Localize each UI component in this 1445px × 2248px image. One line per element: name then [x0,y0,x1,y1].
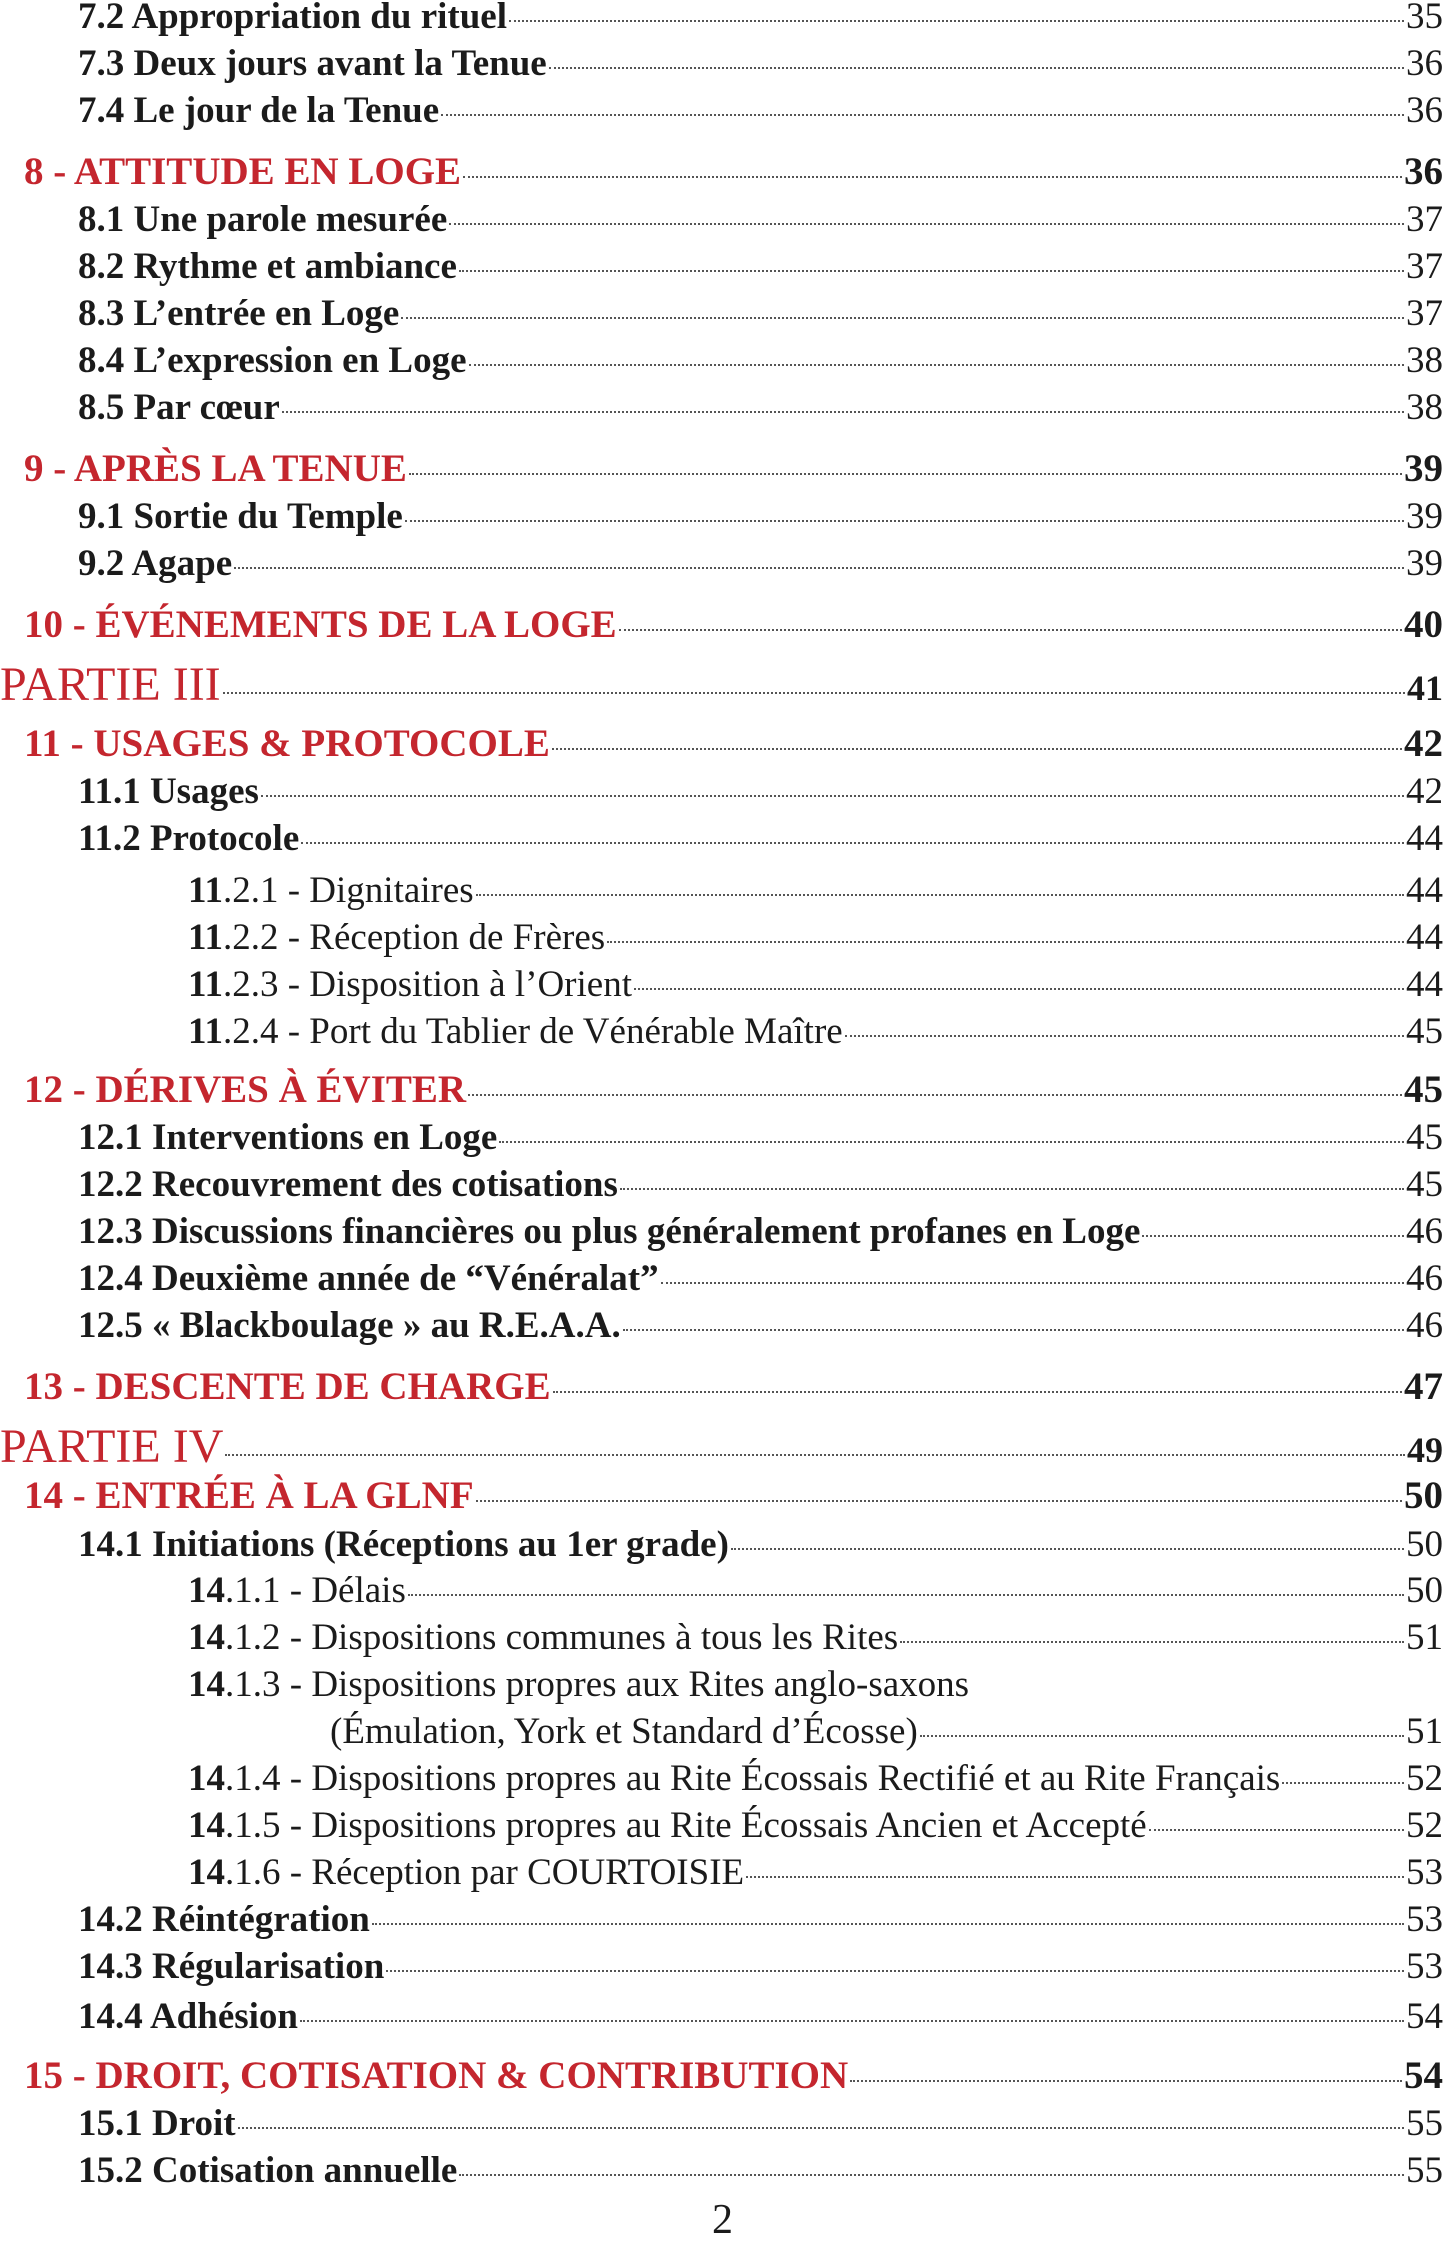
toc-page-number: 45 [1406,1011,1443,1052]
toc-entry-title [24,721,550,766]
toc-entry-number: 11 [188,870,223,911]
toc-page-number: 35 [1406,0,1443,37]
toc-page-number: 39 [1404,447,1443,490]
toc-entry-label: .1.6 - Réception par COURTOISIE [225,1852,745,1893]
toc-entry-number: 11 [188,917,223,958]
toc-entry-label: 9.2 Agape [78,543,233,584]
toc-entry-label: .2.3 - Disposition à l’Orient [222,964,632,1005]
toc-entry-title [188,1757,1280,1800]
toc-entry[interactable] [188,1804,1443,1847]
toc-entry[interactable] [78,2149,1443,2192]
toc-entry-label: 14.1 Initiations (Réceptions au 1er grade) [78,1524,729,1565]
toc-entry[interactable] [188,1851,1443,1894]
toc-page-number: 53 [1406,1899,1443,1940]
page-number: 2 [712,2197,733,2243]
toc-entry-number: 14 [188,1664,225,1705]
toc-entry-title [78,1257,659,1300]
toc-entry-number: 14 [188,1570,225,1611]
toc-page-number: 53 [1406,1852,1443,1893]
toc-entry-label: 12.4 Deuxième année de “Vénéralat” [78,1258,659,1299]
toc-entry-title [78,770,259,813]
dot-leader [634,988,1404,990]
toc-page-number: 37 [1406,293,1443,334]
toc-entry[interactable] [24,149,1443,194]
toc-entry-number: 14 [188,1758,225,1799]
dot-leader [463,176,1402,178]
dot-leader [459,270,1404,272]
toc-entry-title [24,1364,551,1409]
toc-page-number: 37 [1406,246,1443,287]
toc-entry[interactable] [78,1995,1443,2038]
toc-page-number: 36 [1406,43,1443,84]
toc-page-number: 44 [1406,917,1443,958]
dot-leader [1282,1782,1404,1784]
toc-entry[interactable] [78,1257,1443,1300]
toc-page-number: 49 [1407,1430,1443,1470]
dot-leader [468,1094,1402,1096]
toc-entry-label: (Émulation, York et Standard d’Écosse) [330,1711,918,1752]
toc-page-number: 41 [1407,668,1443,708]
dot-leader [661,1282,1404,1284]
toc-entry-label: 14 - ENTRÉE À LA GLNF [24,1474,474,1517]
toc-entry-label: 7.4 Le jour de la Tenue [78,90,440,131]
toc-entry-title [78,42,547,85]
toc-page-number: 50 [1406,1570,1443,1611]
toc-entry-title [78,2102,236,2145]
toc-page-number: 52 [1406,1758,1443,1799]
toc-page-number: 39 [1406,496,1443,537]
toc-entry-label: .1.3 - Dispositions propres aux Rites anglo-saxons [225,1664,970,1705]
toc-page-number: 38 [1406,340,1443,381]
toc-page-number: 53 [1406,1946,1443,1987]
dot-leader [619,629,1402,631]
dot-leader [620,1188,1404,1190]
toc-entry[interactable] [78,1304,1443,1347]
toc-page-number: 45 [1406,1117,1443,1158]
dot-leader [408,1594,1404,1596]
toc-entry-title [78,292,399,335]
toc-entry-title [24,446,407,491]
toc-entry-label: 12.5 « Blackboulage » au R.E.A.A. [78,1305,621,1346]
dot-leader [509,20,1404,22]
toc-entry-label: 7.3 Deux jours avant la Tenue [78,43,547,84]
toc-entry-label: 15.2 Cotisation annuelle [78,2150,458,2191]
toc-entry-title [78,1210,1140,1253]
toc-entry[interactable] [78,495,1443,538]
toc-page-number: 51 [1406,1711,1443,1752]
toc-entry-number: 11 [188,964,223,1005]
toc-entry[interactable] [24,1067,1443,1112]
toc-page-number: 46 [1406,1305,1443,1346]
toc-entry-label: 12.2 Recouvrement des cotisations [78,1164,618,1205]
toc-entry-title [78,245,457,288]
toc-page-number: 46 [1406,1211,1443,1252]
toc-entry-label: .2.4 - Port du Tablier de Vénérable Maître [222,1011,843,1052]
toc-entry-label: 11.2 Protocole [78,818,300,859]
toc-entry-title [188,1804,1147,1847]
toc-entry-title [78,198,447,241]
toc-page-number: 54 [1406,1996,1443,2037]
toc-entry[interactable] [78,198,1443,241]
toc-page-number: 51 [1406,1617,1443,1658]
dot-leader [850,2080,1402,2082]
toc-entry-title [78,1995,298,2038]
toc-entry-number: 11 [188,1011,223,1052]
toc-page-number: 55 [1406,2150,1443,2191]
toc-entry[interactable] [188,1616,1443,1659]
toc-entry[interactable] [24,721,1443,766]
toc-entry[interactable] [78,42,1443,85]
toc-entry-label: .1.1 - Délais [225,1570,406,1611]
toc-entry[interactable] [78,1163,1443,1206]
toc-entry-title [24,2053,848,2098]
toc-page-number: 44 [1406,870,1443,911]
toc-entry-label: 8.2 Rythme et ambiance [78,246,457,287]
toc-entry[interactable] [188,1663,1443,1706]
dot-leader [409,473,1402,475]
toc-entry-label: 10 - ÉVÉNEMENTS DE LA LOGE [24,603,617,646]
dot-leader [607,941,1404,943]
toc-entry-label: .2.2 - Réception de Frères [222,917,606,958]
dot-leader [553,1391,1402,1393]
toc-entry[interactable] [78,89,1443,132]
toc-page-number: 44 [1406,818,1443,859]
toc-entry-title [24,602,617,647]
toc-entry-title [78,339,467,382]
toc-entry-label: 15.1 Droit [78,2103,236,2144]
toc-entry-label: 15 - DROIT, COTISATION & CONTRIBUTION [24,2054,849,2097]
toc-entry-title [78,1163,618,1206]
toc-entry-label: 8 - ATTITUDE EN LOGE [24,150,462,193]
dot-leader [441,114,1404,116]
toc-page-number: 47 [1404,1365,1443,1408]
toc-entry-title [24,149,461,194]
toc-entry-label: .2.1 - Dignitaires [222,870,474,911]
dot-leader [459,2174,1404,2176]
toc-entry[interactable] [330,1710,1443,1753]
dot-leader [261,795,1404,797]
toc-entry-label: 8.5 Par cœur [78,387,280,428]
toc-entry-label: 8.1 Une parole mesurée [78,199,448,240]
toc-entry[interactable] [188,916,1443,959]
dot-leader [449,223,1404,225]
dot-leader [282,411,1404,413]
dot-leader [225,1454,1405,1456]
dot-leader [372,1923,1404,1925]
toc-entry[interactable] [78,817,1443,860]
toc-entry-title [78,2149,457,2192]
toc-page-number: 42 [1406,771,1443,812]
toc-entry[interactable] [24,2053,1443,2098]
toc-entry-title [78,495,403,538]
toc-entry-title [330,1710,918,1753]
toc-entry-label: .1.2 - Dispositions communes à tous les Rites [225,1617,899,1658]
toc-entry-label: .1.5 - Dispositions propres au Rite Écossais Ancien et Accepté [225,1805,1147,1846]
toc-entry-title [0,657,221,712]
toc-entry-label: 8.4 L’expression en Loge [78,340,467,381]
dot-leader [386,1970,1404,1972]
toc-entry[interactable] [78,245,1443,288]
toc-entry-label: 11.1 Usages [78,771,259,812]
toc-entry-title [188,916,605,959]
dot-leader [920,1735,1404,1737]
toc-entry[interactable] [78,386,1443,429]
toc-entry-title [78,1523,729,1566]
toc-entry-label: PARTIE IV [0,1420,224,1473]
toc-entry[interactable] [78,1210,1443,1253]
toc-page-number: 38 [1406,387,1443,428]
toc-entry-label: 7.2 Appropriation du rituel [78,0,508,37]
toc-page-number: 36 [1404,150,1443,193]
toc-entry-title [78,386,280,429]
toc-page-number: 45 [1406,1164,1443,1205]
toc-entry-label: 8.3 L’entrée en Loge [78,293,400,334]
toc-entry-label: 12 - DÉRIVES À ÉVITER [24,1068,467,1111]
toc-entry-title [188,1616,898,1659]
toc-entry[interactable] [78,770,1443,813]
dot-leader [1149,1829,1404,1831]
dot-leader [401,317,1404,319]
dot-leader [845,1035,1404,1037]
dot-leader [499,1141,1404,1143]
toc-entry[interactable] [78,292,1443,335]
dot-leader [549,67,1404,69]
toc-entry-number: 14 [188,1617,225,1658]
toc-entry-title [78,542,232,585]
toc-entry-label: 11 - USAGES & PROTOCOLE [24,722,550,765]
toc-entry[interactable] [188,1010,1443,1053]
dot-leader [476,894,1404,896]
toc-entry-title [78,1898,370,1941]
dot-leader [623,1329,1404,1331]
toc-entry-label: 14.3 Régularisation [78,1946,385,1987]
toc-page-number: 45 [1404,1068,1443,1111]
toc-page-number: 40 [1404,603,1443,646]
toc-entry[interactable] [188,869,1443,912]
dot-leader [746,1876,1404,1878]
toc-entry-title [188,1663,969,1706]
toc-entry-title [0,1419,223,1474]
toc-entry[interactable] [24,1364,1443,1409]
toc-page-number: 46 [1406,1258,1443,1299]
toc-entry-title [78,817,299,860]
toc-entry-label: 12.1 Interventions en Loge [78,1117,498,1158]
toc-entry[interactable] [24,446,1443,491]
toc-entry[interactable] [78,339,1443,382]
dot-leader [238,2127,1404,2129]
toc-entry-label: 14.2 Réintégration [78,1899,370,1940]
toc-page-number: 50 [1404,1474,1443,1517]
toc-entry[interactable] [78,1116,1443,1159]
toc-page-number: 44 [1406,964,1443,1005]
toc-entry-label: 13 - DESCENTE DE CHARGE [24,1365,551,1408]
dot-leader [900,1641,1404,1643]
toc-entry-label: 12.3 Discussions financières ou plus généralement profanes en Loge [78,1211,1141,1252]
toc-entry-title [78,0,507,38]
toc-entry-label: 9.1 Sortie du Temple [78,496,403,537]
toc-entry[interactable] [0,657,1443,712]
toc-entry-title [188,1569,406,1612]
toc-entry-label: 9 - APRÈS LA TENUE [24,447,407,490]
toc-entry[interactable] [78,2102,1443,2145]
toc-page-number: 50 [1406,1524,1443,1565]
toc-entry-title [24,1067,466,1112]
toc-entry[interactable] [0,1419,1443,1474]
toc-page-number: 52 [1406,1805,1443,1846]
dot-leader [234,567,1404,569]
toc-entry-number: 14 [188,1805,225,1846]
toc-page-number: 55 [1406,2103,1443,2144]
toc-page-number: 37 [1406,199,1443,240]
toc-page-number: 42 [1404,722,1443,765]
toc-entry-label: .1.4 - Dispositions propres au Rite Écossais Rectifié et au Rite Français [225,1758,1281,1799]
toc-entry-label: PARTIE III [0,658,221,711]
toc-entry-number: 14 [188,1852,225,1893]
dot-leader [1142,1235,1404,1237]
toc-entry[interactable] [78,542,1443,585]
toc-entry[interactable] [24,602,1443,647]
dot-leader [300,2020,1404,2022]
toc-entry-title [188,963,632,1006]
toc-entry[interactable] [78,0,1443,38]
dot-leader [301,842,1404,844]
toc-entry-title [78,1945,384,1988]
toc-entry[interactable] [78,1898,1443,1941]
toc-entry[interactable] [78,1523,1443,1566]
toc-entry-title [24,1473,474,1518]
dot-leader [405,520,1404,522]
dot-leader [476,1500,1402,1502]
toc-page-number: 36 [1406,90,1443,131]
toc-entry-label: 14.4 Adhésion [78,1996,299,2037]
toc-entry-title [188,1010,843,1053]
toc-entry[interactable] [188,1757,1443,1800]
dot-leader [469,364,1404,366]
toc-entry[interactable] [188,1569,1443,1612]
toc-entry-title [188,1851,744,1894]
dot-leader [731,1548,1404,1550]
toc-entry[interactable] [78,1945,1443,1988]
toc-page-number: 54 [1404,2054,1443,2097]
toc-entry-title [78,1304,621,1347]
toc-entry-title [188,869,474,912]
toc-page-number: 39 [1406,543,1443,584]
dot-leader [552,748,1402,750]
toc-entry[interactable] [24,1473,1443,1518]
dot-leader [223,692,1405,694]
toc-entry[interactable] [188,963,1443,1006]
toc-entry-title [78,89,439,132]
toc-entry-title [78,1116,497,1159]
